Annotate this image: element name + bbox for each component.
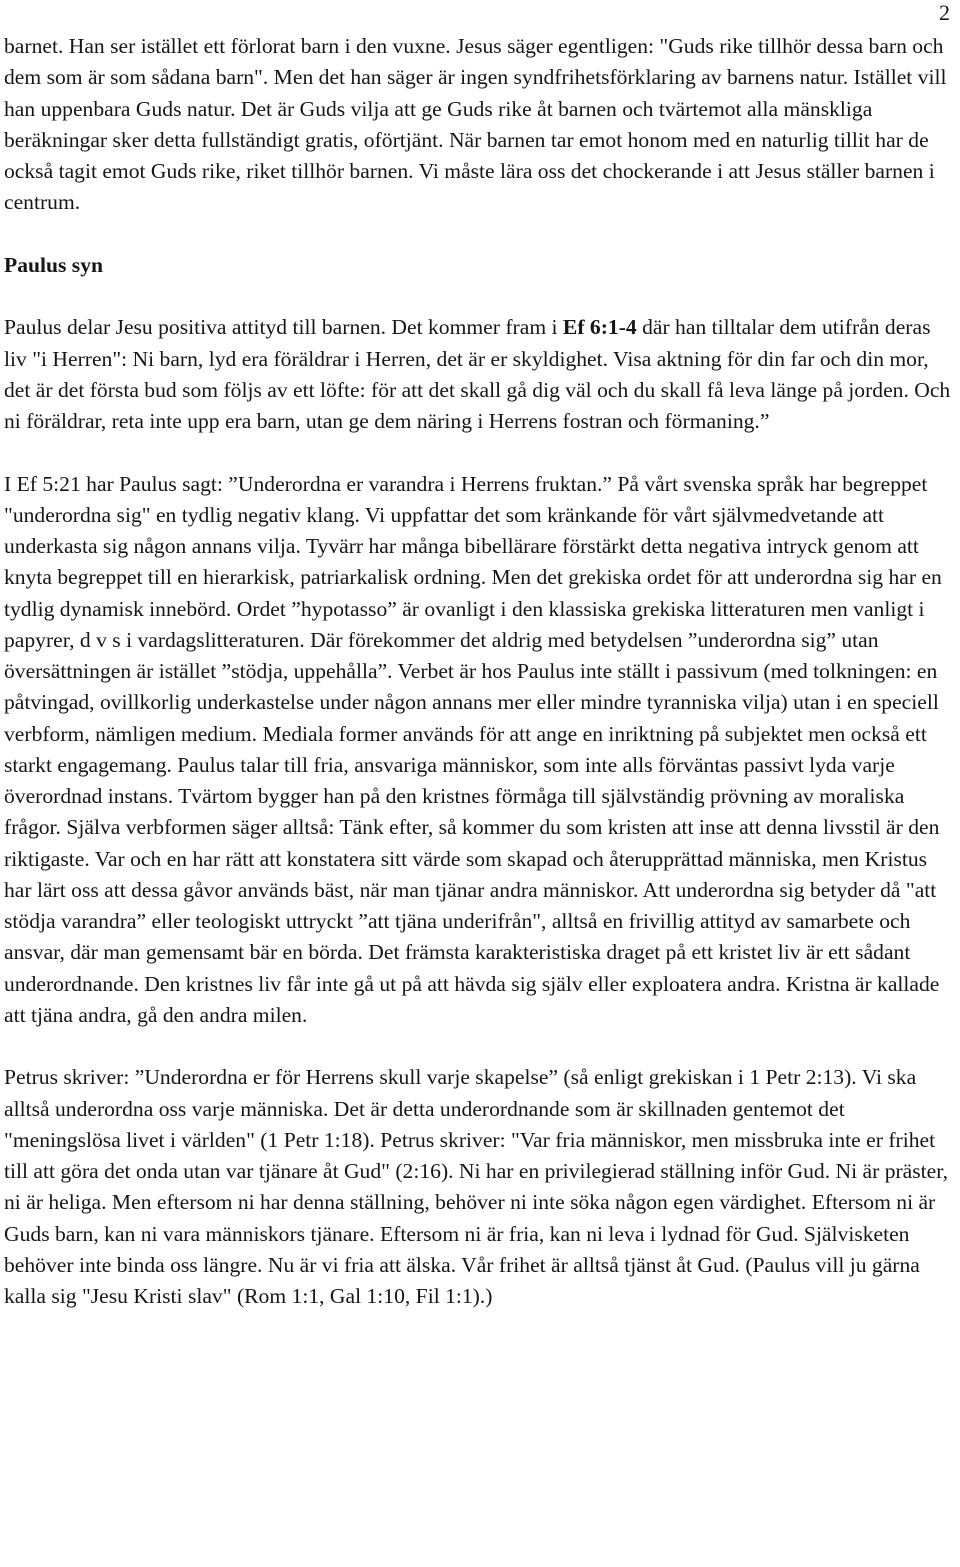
page-number: 2: [939, 0, 950, 25]
paragraph-gap: [4, 219, 956, 250]
paragraph-text: Paulus delar Jesu positiva attityd till barnen. Det kommer fram i: [4, 315, 563, 340]
bible-reference: Ef 6:1-4: [562, 315, 637, 340]
paragraph-text: där han tilltalar dem utifrån deras liv "i Herren": Ni barn, lyd era föräldrar i Herren, det är er skyldighet. Visa aktning för din far och din mor, det är det första bud som följs av ett löfte: för att det skall gå dig väl och du skall få leva länge på jorden. Och ni föräldrar, reta inte upp era barn, utan ge dem näring i Herrens fostran och förmaning.”: [4, 315, 951, 433]
paragraph-gap: [4, 437, 956, 468]
paragraph-petrus: Petrus skriver: ”Underordna er för Herrens skull varje skapelse” (så enligt grekiskan i 1 Petr 2:13). Vi ska alltså underordna oss varje människa. Det är detta underordnande som är skillnaden gentemot det "meningslösa livet i världen" (1 Petr 1:18). Petrus skriver: "Var fria människor, men missbruka inte er frihet till att göra det onda utan var tjänare åt Gud" (2:16). Ni har en privilegierad ställning inför Gud. Ni är präster, ni är heliga. Men eftersom ni har denna ställning, behöver ni inte söka någon egen värdighet. Eftersom ni är Guds barn, kan ni vara människors tjänare. Eftersom ni är fria, kan ni leva i lydnad för Gud. Självisketen behöver inte binda oss längre. Nu är vi fria att älska. Vår frihet är alltså tjänst åt Gud. (Paulus vill ju gärna kalla sig "Jesu Kristi slav" (Rom 1:1, Gal 1:10, Fil 1:1).): [4, 1065, 948, 1308]
paragraph-paulus-attitude: [4, 312, 956, 437]
paragraph-underordna: I Ef 5:21 har Paulus sagt: ”Underordna er varandra i Herrens fruktan.” På vårt svenska språk har begreppet "underordna sig" en tydlig negativ klang. Vi uppfattar det som kränkande för vårt självmedvetande att underkasta sig någon annans vilja. Tyvärr har många bibellärare förstärkt detta negativa intryck genom att knyta begreppet till en hierarkisk, patriarkalisk ordning. Men det grekiska ordet för att underordna sig har en tydlig dynamisk innebörd. Ordet ”hypotasso” är ovanligt i den klassiska grekiska litteraturen men vanligt i papyrer, d v s i vardagslitteraturen. Där förekommer det aldrig med betydelsen ”underordna sig” utan översättningen är istället ”stödja, uppehålla”. Verbet är hos Paulus inte ställt i passivum (med tolkningen: en påtvingad, ovillkorlig underkastelse under någon annans mer eller mindre tyranniska vilja) utan i en speciell verbform, nämligen medium. Mediala former används för att ange en inriktning på subjektet men också ett starkt engagemang. Paulus talar till fria, ansvariga människor, som inte alls förväntas passivt lyda varje överordnad instans. Tvärtom bygger han på den kristnes förmåga till självständig prövning av moraliska frågor. Själva verbformen säger alltså: Tänk efter, så kommer du som kristen att inse att denna livsstil är den riktigaste. Var och en har rätt att konstatera sitt värde som skapad och återupprättad människa, men Kristus har lärt oss att dessa gåvor används bäst, när man tjänar andra människor. Att underordna sig betyder då "att stödja varandra” eller teologiskt uttryckt ”att tjäna underifrån", alltså en frivillig attityd av samarbete och ansvar, där man gemensamt bär en börda. Det främsta karakteristiska draget på ett kristet liv är ett sådant underordnande. Den kristnes liv får inte gå ut på att hävda sig själv eller exploatera andra. Kristna är kallade att tjäna andra, gå den andra milen.: [4, 471, 942, 1027]
paragraph-gap: [4, 1031, 956, 1062]
document-body: [4, 31, 956, 1312]
paragraph-jesus-children: barnet. Han ser istället ett förlorat barn i den vuxne. Jesus säger egentligen: "Guds rike tillhör dessa barn och dem som är som sådana barn". Men det han säger är ingen syndfrihetsförklaring av barnens natur. Istället vill han uppenbara Guds natur. Det är Guds vilja att ge Guds rike åt barnen och tvärtemot alla mänskliga beräkningar sker detta fullständigt gratis, oförtjänt. När barnen tar emot honom med en naturlig tillit har de också tagit emot Guds rike, riket tillhör barnen. Vi måste lära oss det chockerande i att Jesus ställer barnen i centrum.: [4, 34, 947, 215]
section-heading: Paulus syn: [4, 252, 104, 277]
paragraph-gap: [4, 281, 956, 312]
